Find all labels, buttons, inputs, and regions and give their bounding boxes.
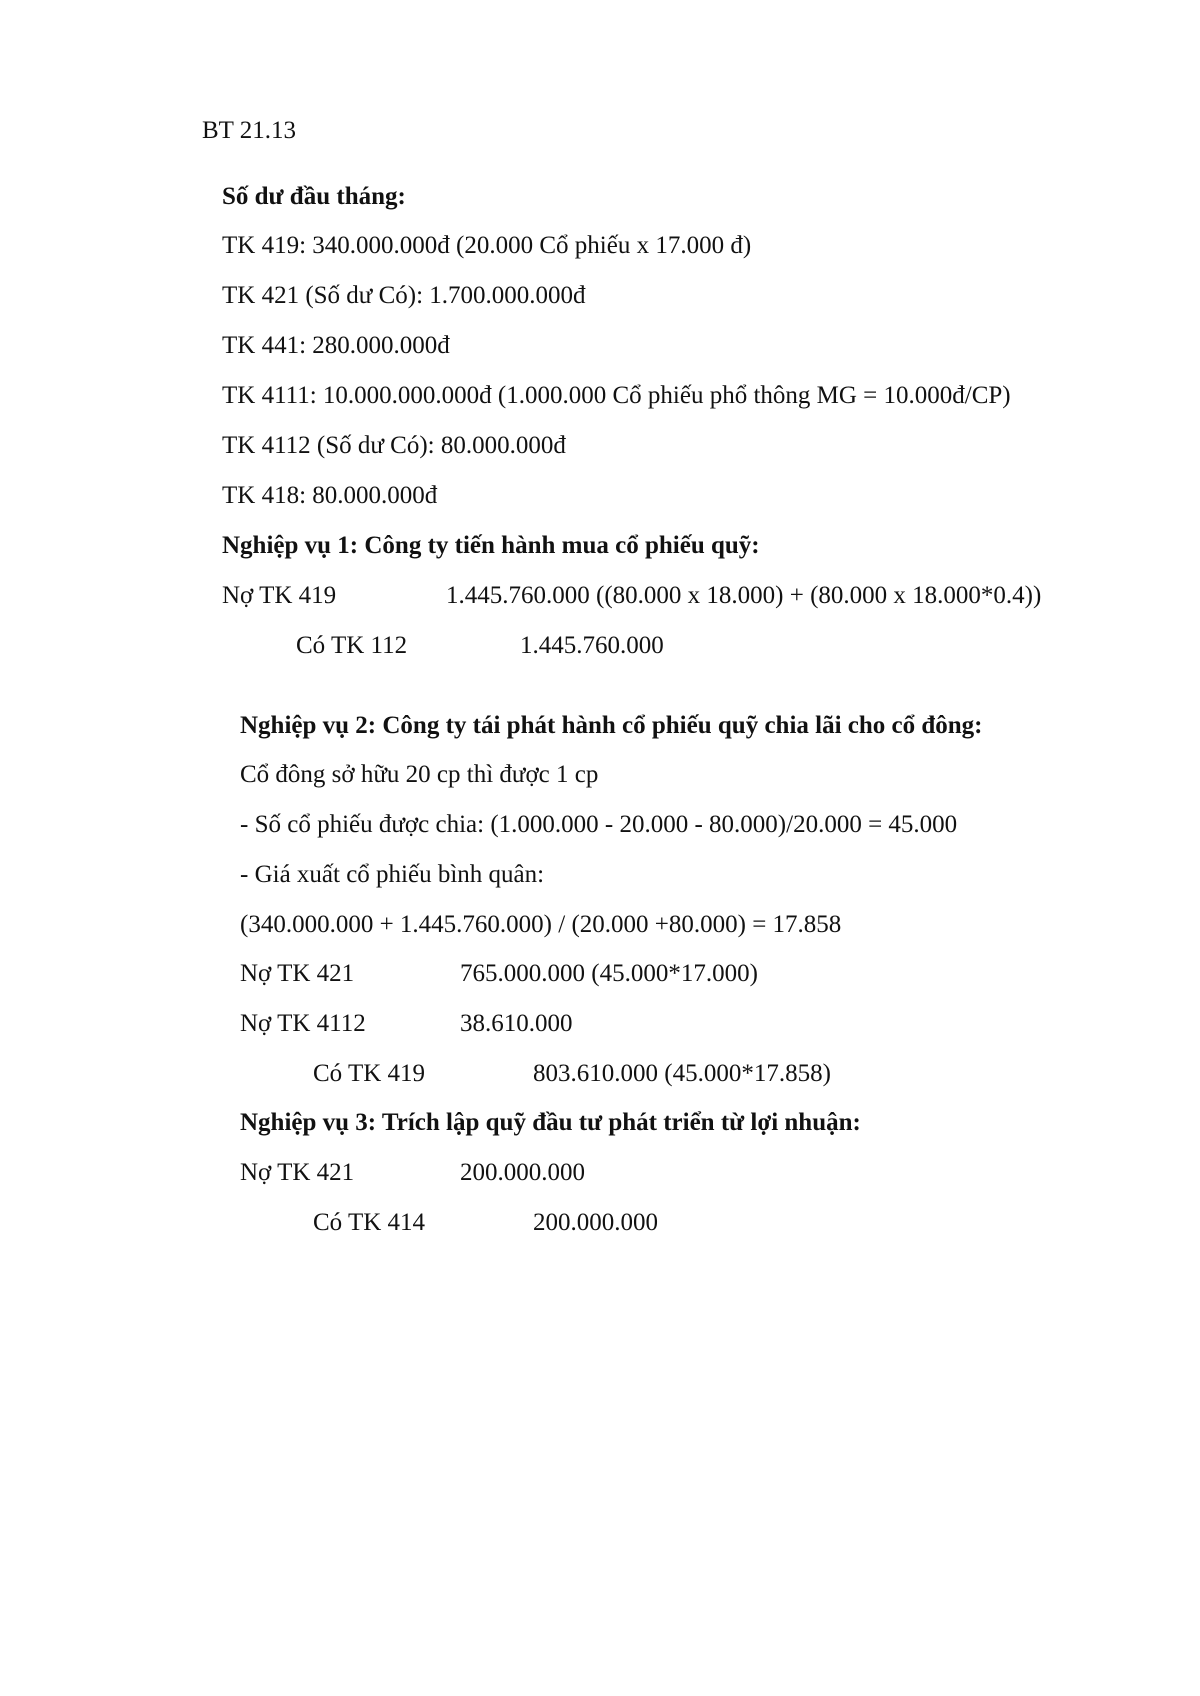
opening-line: TK 441: 280.000.000đ <box>222 332 450 359</box>
opening-line: TK 421 (Số dư Có): 1.700.000.000đ <box>222 282 586 309</box>
nv2-line: - Số cổ phiếu được chia: (1.000.000 - 20.000 - 80.000)/20.000 = 45.000 <box>240 811 958 838</box>
nv1-heading: Nghiệp vụ 1: Công ty tiến hành mua cổ phiếu quỹ: <box>222 532 760 559</box>
opening-heading: Số dư đầu tháng: <box>222 183 406 210</box>
nv1-debit-account: Nợ TK 419 <box>222 582 337 609</box>
nv2-line: Cổ đông sở hữu 20 cp thì được 1 cp <box>240 761 599 788</box>
nv2-line: - Giá xuất cổ phiếu bình quân: <box>240 861 545 888</box>
nv1-debit-amount: 1.445.760.000 ((80.000 x 18.000) + (80.000 x 18.000*0.4)) <box>446 582 1042 609</box>
nv1-credit-account: Có TK 112 <box>296 632 408 659</box>
nv3-credit-account: Có TK 414 <box>313 1209 426 1236</box>
nv3-debit-amount: 200.000.000 <box>460 1159 585 1186</box>
nv2-line: (340.000.000 + 1.445.760.000) / (20.000 +80.000) = 17.858 <box>240 911 842 938</box>
nv2-credit-amount: 803.610.000 (45.000*17.858) <box>533 1060 831 1087</box>
nv3-debit-account: Nợ TK 421 <box>240 1159 355 1186</box>
nv3-heading: Nghiệp vụ 3: Trích lập quỹ đầu tư phát triển từ lợi nhuận: <box>240 1109 861 1136</box>
opening-line: TK 4111: 10.000.000.000đ (1.000.000 Cổ phiếu phổ thông MG = 10.000đ/CP) <box>222 382 1011 409</box>
nv2-debit2-account: Nợ TK 4112 <box>240 1010 366 1037</box>
nv2-debit1-amount: 765.000.000 (45.000*17.000) <box>460 960 758 987</box>
nv2-debit2-amount: 38.610.000 <box>460 1010 573 1037</box>
nv1-credit-amount: 1.445.760.000 <box>520 632 664 659</box>
nv2-credit-account: Có TK 419 <box>313 1060 426 1087</box>
nv2-heading: Nghiệp vụ 2: Công ty tái phát hành cổ phiếu quỹ chia lãi cho cổ đông: <box>240 712 983 739</box>
doc-title: BT 21.13 <box>202 117 296 144</box>
nv2-debit1-account: Nợ TK 421 <box>240 960 355 987</box>
opening-line: TK 418: 80.000.000đ <box>222 482 438 509</box>
opening-line: TK 4112 (Số dư Có): 80.000.000đ <box>222 432 566 459</box>
nv3-credit-amount: 200.000.000 <box>533 1209 658 1236</box>
opening-line: TK 419: 340.000.000đ (20.000 Cổ phiếu x 17.000 đ) <box>222 232 752 259</box>
